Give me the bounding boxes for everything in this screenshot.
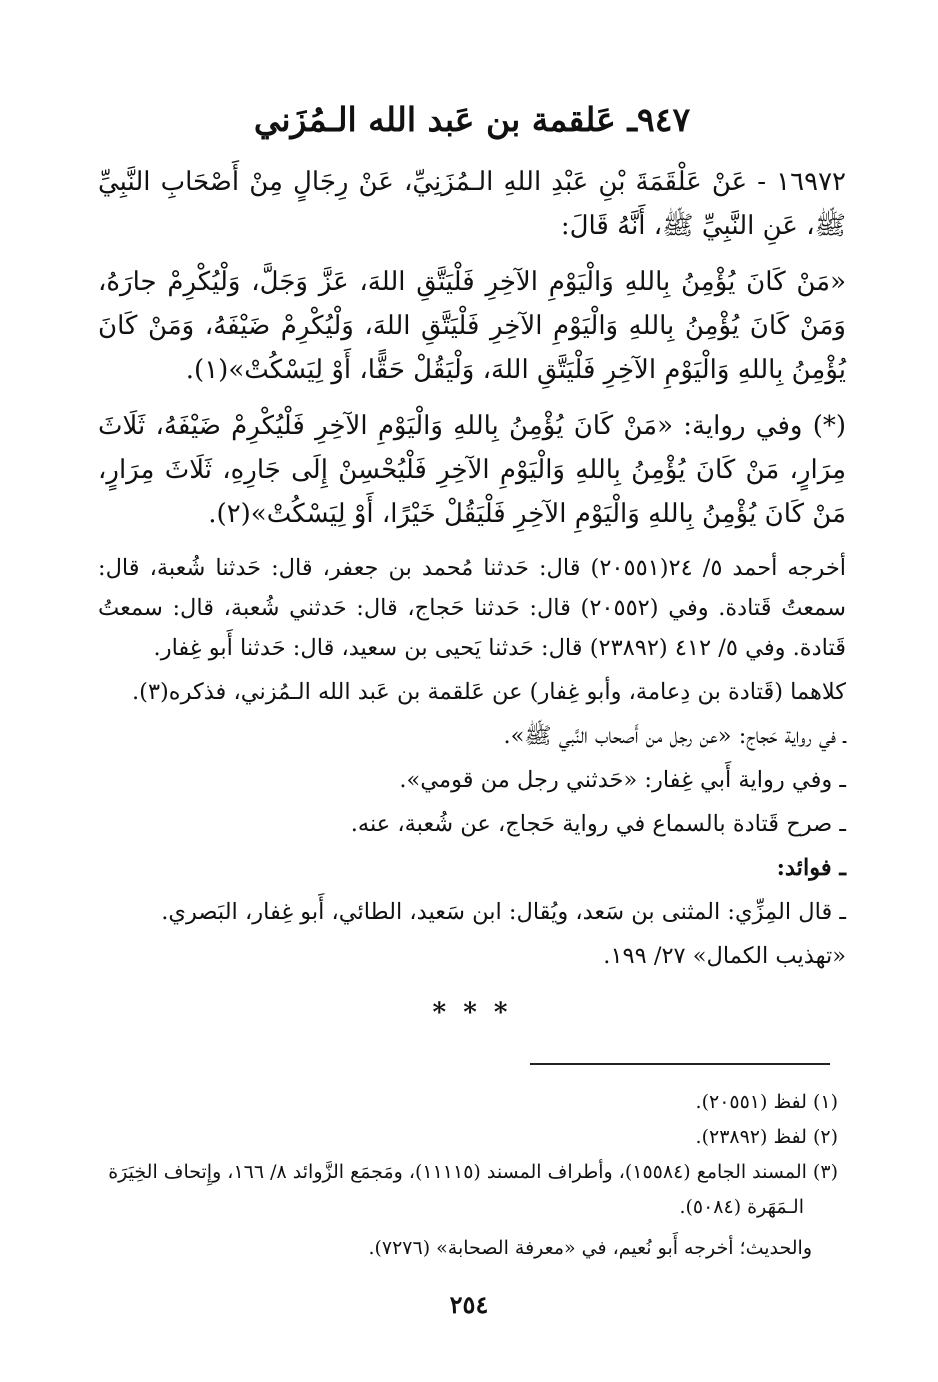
page-number: ٢٥٤ bbox=[449, 1290, 489, 1319]
riwaya-text: (*) وفي رواية: «مَنْ كَانَ يُؤْمِنُ بِاللهِ وَالْيَوْمِ الآخِرِ فَلْيُكْرِمْ ضَيْفَهُ، ثَلَاثَ مِرَارٍ، مَنْ كَانَ يُؤْمِنُ بِاللهِ وَالْيَوْمِ الآخِرِ فَلْيُحْسِنْ إِلَى جَارِهِ، ثَلَاثَ مِرَارٍ، مَنْ كَانَ يُؤْمِنُ بِاللهِ وَالْيَوْمِ الآخِرِ فَلْيَقُلْ خَيْرًا، أَوْ لِيَسْكُتْ»(٢). bbox=[98, 411, 846, 529]
footnote-3-extra: والحديث؛ أخرجه أَبو نُعيم، في «معرفة الصحابة» (٧٢٧٦). bbox=[368, 1237, 812, 1259]
note-qatada: ـ صرح قَتادة بالسماع في رواية حَجاج، عن شُعبة، عنه. bbox=[350, 811, 846, 837]
hadith-intro: ١٦٩٧٢ - عَنْ عَلْقَمَةَ بْنِ عَبْدِ اللهِ الـمُزَنِيِّ، عَنْ رِجَالٍ مِنْ أَصْحَابِ النَّبِيِّ ﷺ، عَنِ النَّبِيِّ ﷺ، أَنَّهُ قَالَ: bbox=[98, 167, 846, 241]
footnote-2: (٢) لفظ (٢٣٨٩٢). bbox=[695, 1126, 838, 1148]
footnote-3: (٣) المسند الجامع (١٥٥٨٤)، وأطراف المسند (١١١١٥)، ومَجمَع الزَّوائد ٨/ ١٦٦، وإِتحاف الخِيَرَة bbox=[108, 1161, 838, 1183]
note-hajjaj: ـ في رواية حَجاج: «عن رجل من أَصحاب النَّبي ﷺ». bbox=[503, 723, 846, 749]
footnote-1: (١) لفظ (٢٠٥٥١). bbox=[695, 1091, 838, 1113]
hadith-text: «مَنْ كَانَ يُؤْمِنُ بِاللهِ وَالْيَوْمِ الآخِرِ فَلْيَتَّقِ اللهَ، عَزَّ وَجَلَّ، وَلْيُكْرِمْ جارَهُ، وَمَنْ كَانَ يُؤْمِنُ بِاللهِ وَالْيَوْمِ الآخِرِ فَلْيَتَّقِ اللهَ، وَلْيُكْرِمْ ضَيْفَهُ، وَمَنْ كَانَ يُؤْمِنُ بِاللهِ وَالْيَوْمِ الآخِرِ فَلْيَتَّقِ اللهَ، وَلْيَقُلْ حَقًّا، أَوْ لِيَسْكُتْ»(١). bbox=[98, 267, 846, 385]
footnotes bbox=[96, 1085, 838, 1266]
chapter-title: ٩٤٧ـ عَلقمة بن عَبد الله الـمُزَني bbox=[253, 100, 691, 139]
takhrij-text: أخرجه أحمد ٥/ ٢٤(٢٠٥٥١) قال: حَدثنا مُحمد بن جعفر، قال: حَدثنا شُعبة، قال: سمعتُ قَتادة. وفي (٢٠٥٥٢) قال: حَدثنا حَجاج، قال: حَدثني شُعبة، قال: سمعتُ قَتادة. وفي ٥/ ٤١٢ (٢٣٨٩٢) قال: حَدثنا يَحيى بن سعيد، قال: حَدثنا أَبو غِفار. bbox=[98, 555, 847, 661]
kilahuma-text: كلاهما (قَتادة بن دِعامة، وأبو غِفار) عن عَلقمة بن عَبد الله الـمُزني، فذكره(٣). bbox=[132, 679, 846, 705]
note-abu-ghifar: ـ وفي رواية أَبي غِفار: «حَدثني رجل من قومي». bbox=[399, 767, 846, 793]
fawaid-heading: ـ فوائد: bbox=[776, 855, 846, 881]
fawaid-text: ـ قال المِزِّي: المثنى بن سَعد، ويُقال: ابن سَعيد، الطائي، أَبو غِفار، البَصري. «تهذيب الكمال» ٢٧/ ١٩٩. bbox=[161, 899, 846, 969]
footnote-divider bbox=[530, 1063, 830, 1065]
section-separator: * * * bbox=[432, 998, 512, 1028]
footnote-3-continuation: الـمَهَرة (٥٠٨٤). bbox=[679, 1196, 804, 1218]
